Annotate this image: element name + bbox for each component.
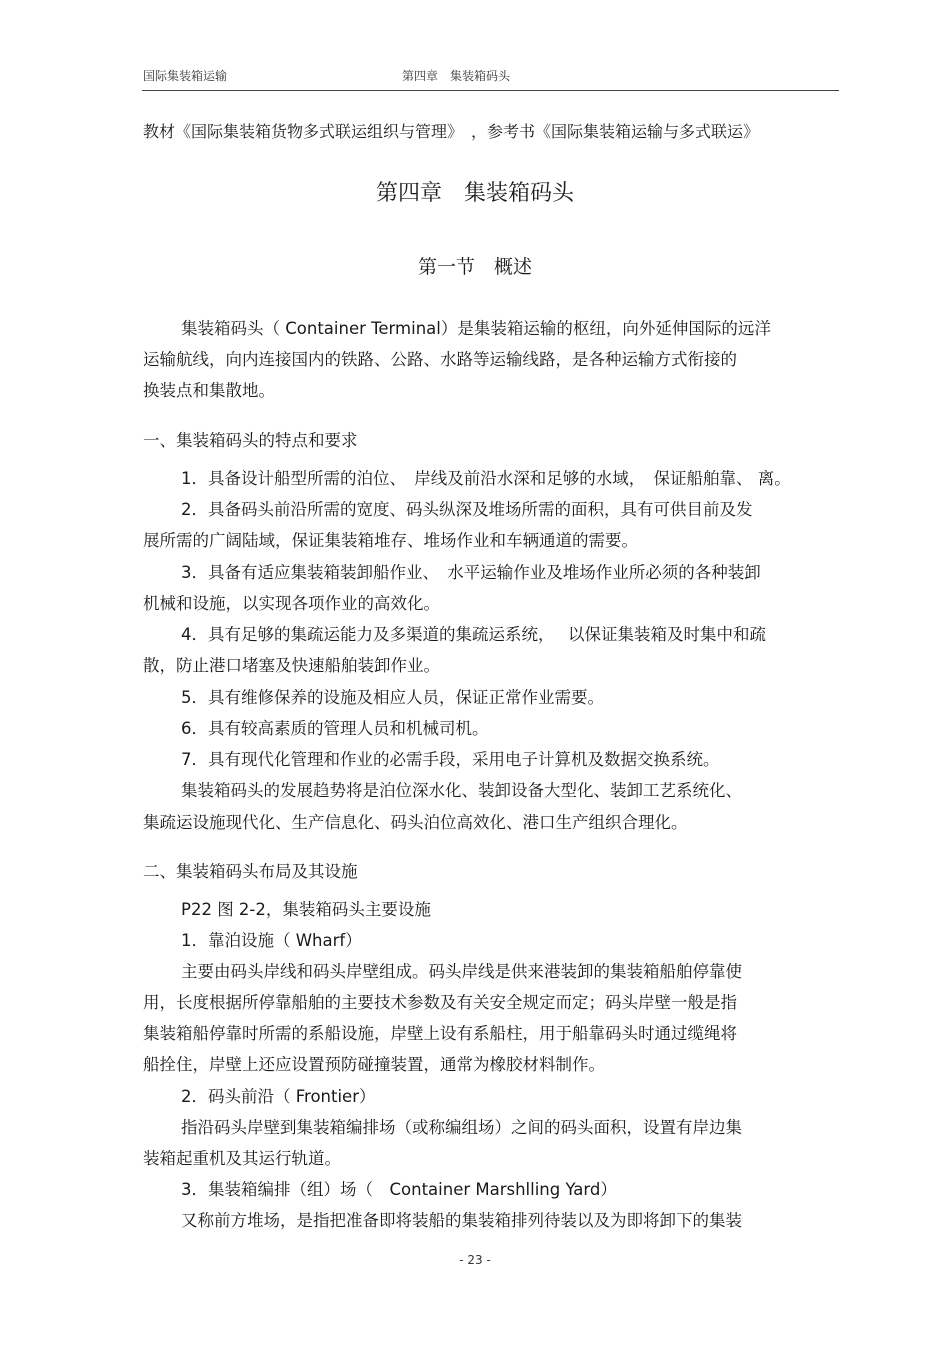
- running-header-left: 国际集装箱运输: [143, 69, 228, 83]
- list-item: 2．码头前沿（ Frontier）: [181, 1087, 376, 1106]
- section-heading: 一、集装箱码头的特点和要求: [143, 431, 358, 450]
- header-rule: [142, 90, 839, 91]
- section-heading: 二、集装箱码头布局及其设施: [143, 862, 358, 881]
- paragraph-line: 指沿码头岸壁到集装箱编排场（或称编组场）之间的码头面积，设置有岸边集: [181, 1118, 742, 1137]
- paragraph-line: 运输航线，向内连接国内的铁路、公路、水路等运输线路，是各种运输方式衔接的: [143, 350, 737, 369]
- paragraph-line: 集装箱码头的发展趋势将是泊位深水化、装卸设备大型化、装卸工艺系统化、: [181, 781, 742, 800]
- paragraph-line: 又称前方堆场，是指把准备即将装船的集装箱排列待装以及为即将卸下的集装: [181, 1211, 742, 1230]
- paragraph-line: 船拴住，岸壁上还应设置预防碰撞装置，通常为橡胶材料制作。: [143, 1055, 605, 1074]
- paragraph-line: 机械和设施，以实现各项作业的高效化。: [143, 594, 440, 613]
- paragraph-line: 散，防止港口堵塞及快速船舶装卸作业。: [143, 656, 440, 675]
- paragraph-line: 装箱起重机及其运行轨道。: [143, 1149, 341, 1168]
- paragraph-line: 集装箱码头（ Container Terminal）是集装箱运输的枢纽，向外延伸国际的远洋: [181, 319, 771, 338]
- list-item: 1．靠泊设施（ Wharf）: [181, 931, 362, 950]
- paragraph-line: 集疏运设施现代化、生产信息化、码头泊位高效化、港口生产组织合理化。: [143, 813, 688, 832]
- list-item: 1．具备设计船型所需的泊位、 岸线及前沿水深和足够的水域， 保证船舶靠、 离。: [181, 469, 791, 488]
- paragraph-line: 主要由码头岸线和码头岸壁组成。码头岸线是供来港装卸的集装箱船舶停靠使: [181, 962, 742, 981]
- page-number: - 23 -: [459, 1253, 491, 1267]
- chapter-title: 第四章 集装箱码头: [375, 181, 574, 206]
- list-item: 4．具有足够的集疏运能力及多渠道的集疏运系统， 以保证集装箱及时集中和疏: [181, 625, 766, 644]
- list-item: 2．具备码头前沿所需的宽度、码头纵深及堆场所需的面积，具有可供目前及发: [181, 500, 753, 519]
- paragraph-line: P22 图 2-2，集装箱码头主要设施: [181, 900, 431, 919]
- list-item: 3．集装箱编排（组）场（ Container Marshlling Yard）: [181, 1180, 617, 1199]
- list-item: 6．具有较高素质的管理人员和机械司机。: [181, 719, 489, 738]
- paragraph-line: 集装箱船停靠时所需的系船设施，岸壁上设有系船柱，用于船靠码头时通过缆绳将: [143, 1024, 737, 1043]
- list-item: 5．具有维修保养的设施及相应人员，保证正常作业需要。: [181, 688, 604, 707]
- paragraph-line: 换装点和集散地。: [143, 381, 275, 400]
- list-item: 7．具有现代化管理和作业的必需手段，采用电子计算机及数据交换系统。: [181, 750, 720, 769]
- section-title: 第一节 概述: [417, 256, 532, 278]
- list-item: 3．具备有适应集装箱装卸船作业、 水平运输作业及堆场作业所必须的各种装卸: [181, 563, 761, 582]
- paragraph-line: 展所需的广阔陆域，保证集装箱堆存、堆场作业和车辆通道的需要。: [143, 531, 638, 550]
- textbook-note: 教材《国际集装箱货物多式联运组织与管理》 ，参考书《国际集装箱运输与多式联运》: [143, 122, 760, 141]
- paragraph-line: 用，长度根据所停靠船舶的主要技术参数及有关安全规定而定；码头岸壁一般是指: [143, 993, 737, 1012]
- running-header-center: 第四章 集装箱码头: [402, 69, 511, 83]
